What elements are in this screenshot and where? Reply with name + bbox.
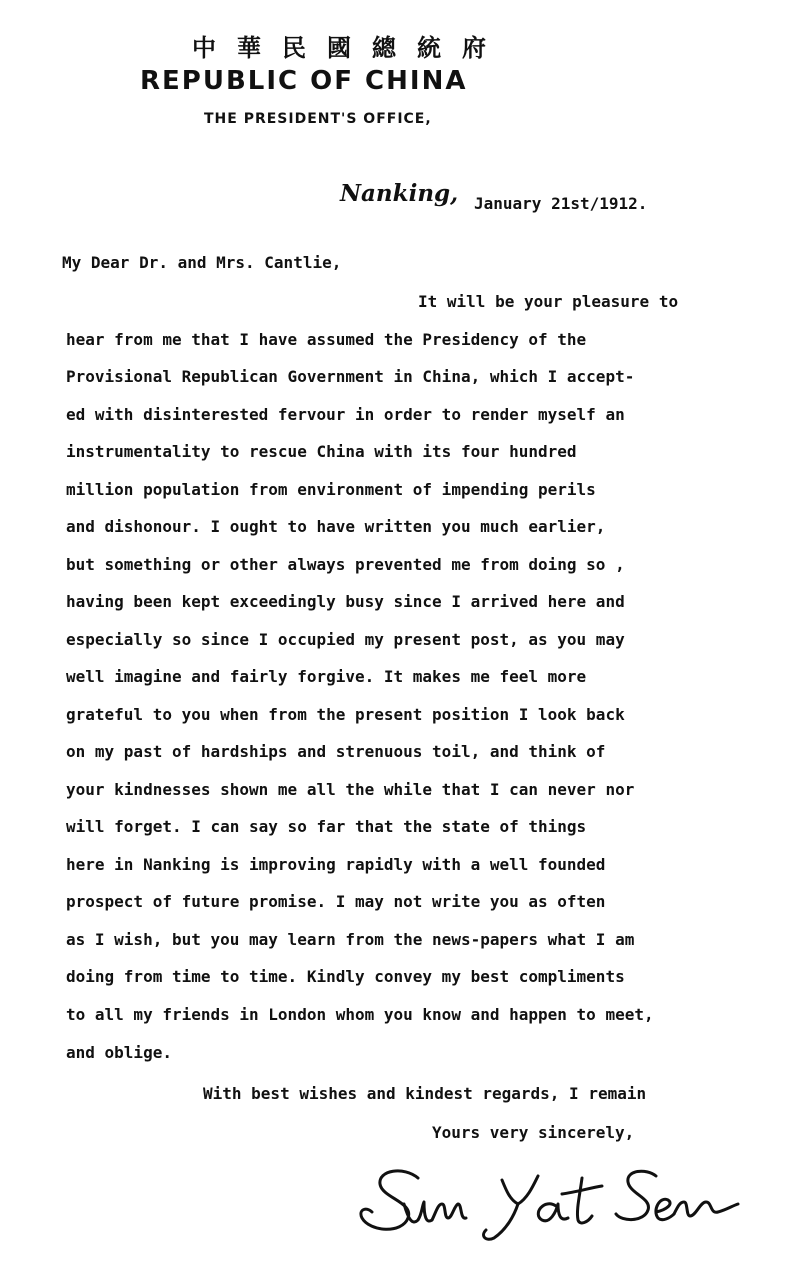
body-line: instrumentality to rescue China with its four hundred: [66, 442, 577, 461]
dateline-place: Nanking,: [340, 180, 459, 207]
letterhead-chinese-title: 中華民國總統府: [192, 33, 507, 62]
closing-regards: With best wishes and kindest regards, I remain: [203, 1084, 647, 1103]
salutation: My Dear Dr. and Mrs. Cantlie,: [62, 253, 342, 272]
body-line: grateful to you when from the present position I look back: [66, 705, 625, 724]
body-line: having been kept exceedingly busy since I arrived here and: [66, 592, 625, 611]
body-line: will forget. I can say so far that the state of things: [66, 817, 587, 836]
body-line: Provisional Republican Government in China, which I accept-: [66, 367, 635, 386]
body-line: as I wish, but you may learn from the news-papers what I am: [66, 930, 635, 949]
closing-sign-off: Yours very sincerely,: [432, 1123, 635, 1142]
body-line: prospect of future promise. I may not write you as often: [66, 892, 606, 911]
body-line: on my past of hardships and strenuous toil, and think of: [66, 742, 606, 761]
body-line: ed with disinterested fervour in order to render myself an: [66, 405, 625, 424]
body-line: well imagine and fairly forgive. It makes me feel more: [66, 667, 587, 686]
body-line: here in Nanking is improving rapidly with a well founded: [66, 855, 606, 874]
body-line: especially so since I occupied my present post, as you may: [66, 630, 625, 649]
body-line: your kindnesses shown me all the while that I can never nor: [66, 780, 635, 799]
letterhead-office: THE PRESIDENT'S OFFICE,: [204, 111, 432, 127]
dateline-date: January 21st/1912.: [474, 194, 648, 213]
body-line: doing from time to time. Kindly convey my best compliments: [66, 967, 625, 986]
body-line: and dishonour. I ought to have written you much earlier,: [66, 517, 606, 536]
body-line: to all my friends in London whom you know and happen to meet,: [66, 1005, 654, 1024]
body-line: It will be your pleasure to: [418, 292, 679, 311]
body-line: hear from me that I have assumed the Presidency of the: [66, 330, 587, 349]
body-line: million population from environment of impending perils: [66, 480, 596, 499]
body-line: and oblige.: [66, 1043, 172, 1062]
handwritten-signature: [356, 1158, 740, 1242]
letterhead-title: REPUBLIC OF CHINA: [140, 66, 468, 96]
body-line: but something or other always prevented me from doing so ,: [66, 555, 625, 574]
